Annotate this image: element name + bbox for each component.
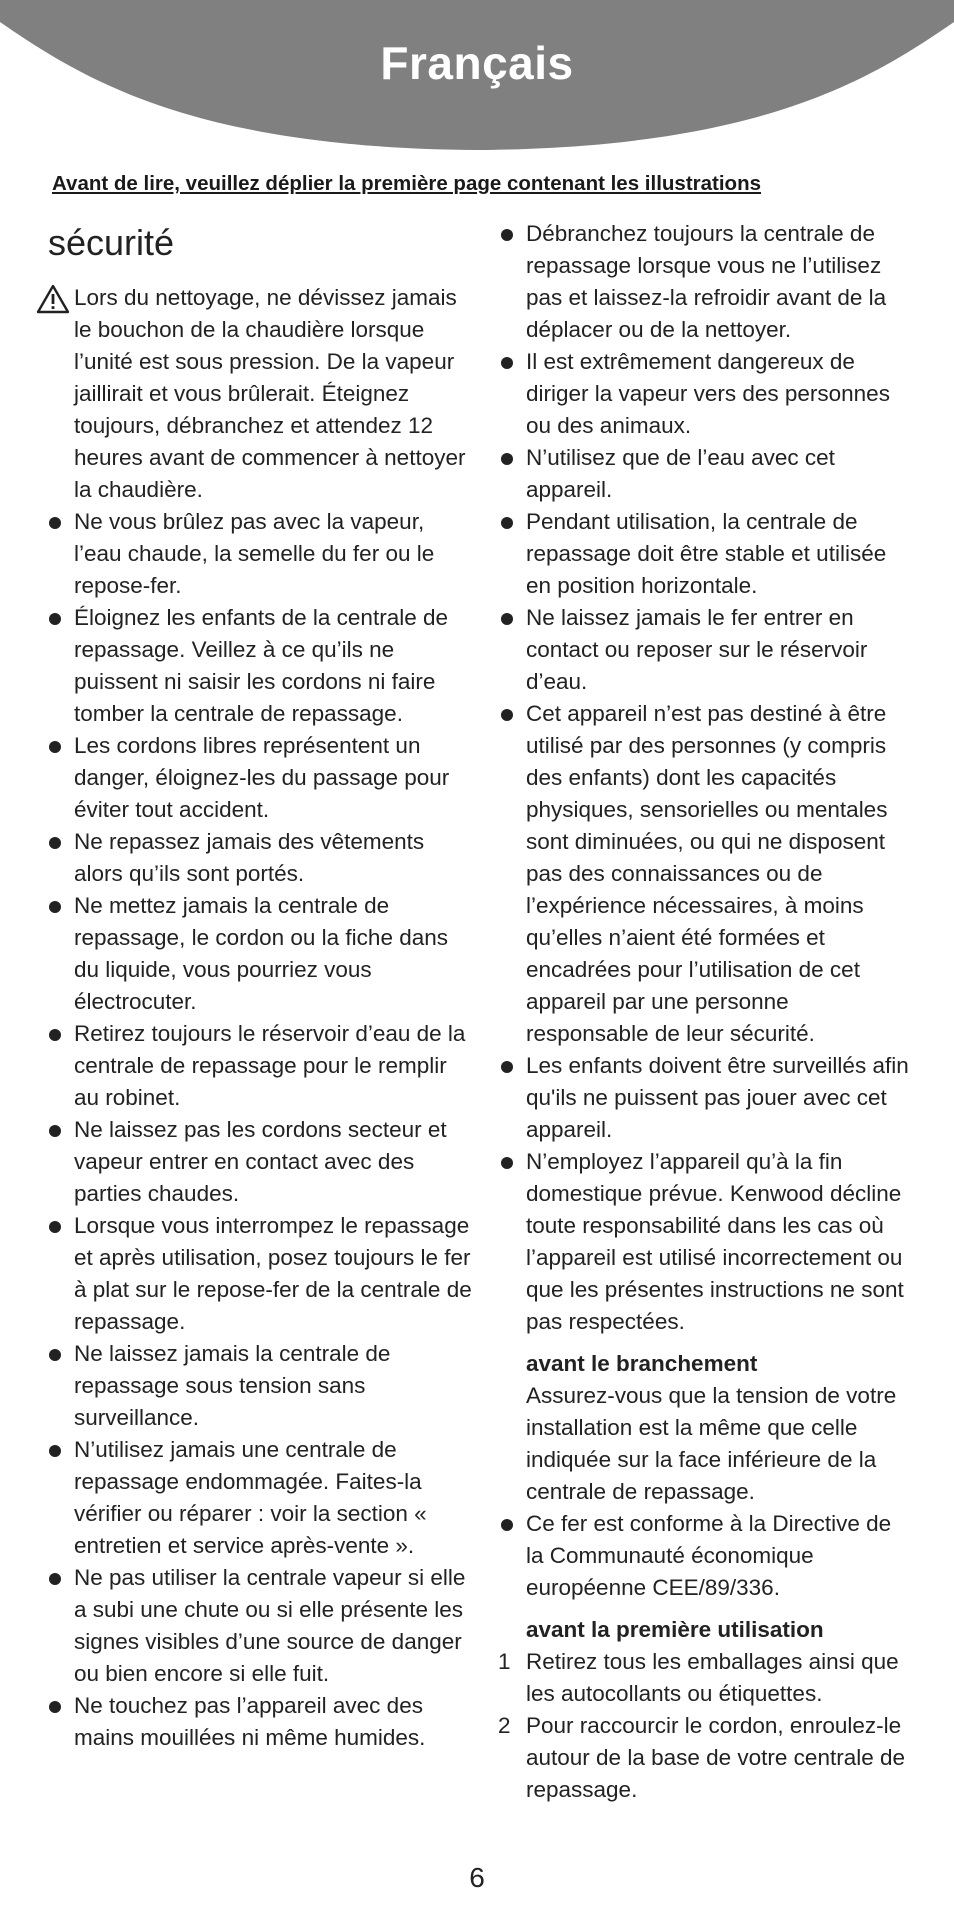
bullet-icon — [49, 837, 61, 849]
bullet-icon — [501, 357, 513, 369]
bullet-icon — [49, 1125, 61, 1137]
list-item: Ne laissez jamais la centrale de repassage sous tension sans surveillance. — [42, 1338, 472, 1434]
left-column — [42, 218, 472, 1754]
step-number: 1 — [498, 1649, 511, 1674]
list-item: N’utilisez que de l’eau avec cet appareil. — [494, 442, 914, 506]
list-item: Lorsque vous interrompez le repassage et après utilisation, posez toujours le fer à plat sur le repose-fer de la centrale de repassage. — [42, 1210, 472, 1338]
numbered-step: 2 Pour raccourcir le cordon, enroulez-le autour de la base de votre centrale de repassage. — [494, 1710, 914, 1806]
bullet-icon — [501, 613, 513, 625]
list-item: N’employez l’appareil qu’à la fin domestique prévue. Kenwood décline toute responsabilité dans les cas où l’appareil est utilisé incorrectement ou que les présentes instructions ne sont pas respectées. — [494, 1146, 914, 1338]
list-item: Ne touchez pas l’appareil avec des mains mouillées ni même humides. — [42, 1690, 472, 1754]
list-item: Les cordons libres représentent un danger, éloignez-les du passage pour éviter tout accident. — [42, 730, 472, 826]
list-item: Ne laissez pas les cordons secteur et vapeur entrer en contact avec des parties chaudes. — [42, 1114, 472, 1210]
list-item: Ne mettez jamais la centrale de repassage, le cordon ou la fiche dans du liquide, vous pourriez vous électrocuter. — [42, 890, 472, 1018]
list-item: Ne laissez jamais le fer entrer en contact ou reposer sur le réservoir d’eau. — [494, 602, 914, 698]
bullet-icon — [49, 1221, 61, 1233]
list-item: Ne pas utiliser la centrale vapeur si elle a subi une chute ou si elle présente les signes visibles d’une source de danger ou bien encore si elle fuit. — [42, 1562, 472, 1690]
list-item: Ne repassez jamais des vêtements alors qu’ils sont portés. — [42, 826, 472, 890]
section-title-securite: sécurité — [48, 222, 175, 263]
bullet-icon — [501, 1061, 513, 1073]
list-item: Éloignez les enfants de la centrale de repassage. Veillez à ce qu’ils ne puissent ni saisir les cordons ni faire tomber la centrale de repassage. — [42, 602, 472, 730]
subheading-avant-branchement: avant le branchement — [526, 1351, 758, 1376]
warning-item — [42, 282, 472, 506]
bullet-icon — [49, 1029, 61, 1041]
header-band — [0, 0, 954, 155]
bullet-icon — [49, 901, 61, 913]
bullet-icon — [501, 517, 513, 529]
list-item: Ce fer est conforme à la Directive de la Communauté économique européenne CEE/89/336. — [494, 1508, 914, 1604]
paragraph-voltage: Assurez-vous que la tension de votre installation est la même que celle indiquée sur la face inférieure de la centrale de repassage. — [526, 1383, 897, 1504]
bullet-icon — [49, 1445, 61, 1457]
bullet-icon — [501, 1157, 513, 1169]
bullet-icon — [49, 1573, 61, 1585]
list-item: Il est extrêmement dangereux de diriger la vapeur vers des personnes ou des animaux. — [494, 346, 914, 442]
bullet-icon — [501, 453, 513, 465]
bullet-icon — [501, 229, 513, 241]
bullet-icon — [501, 1519, 513, 1531]
list-item: Cet appareil n’est pas destiné à être utilisé par des personnes (y compris des enfants) dont les capacités physiques, sensorielles ou mentales sont diminuées, ou qui ne disposent pas des connaissances ou de l’expérience nécessaires, à moins qu’elles n’aient été formées et encadrées pour l’utilisation de cet appareil par une personne responsable de leur sécurité. — [494, 698, 914, 1050]
list-item: Les enfants doivent être surveillés afin qu'ils ne puissent pas jouer avec cet appareil. — [494, 1050, 914, 1146]
bullet-icon — [501, 709, 513, 721]
list-item: Ne vous brûlez pas avec la vapeur, l’eau chaude, la semelle du fer ou le repose-fer. — [42, 506, 472, 602]
bullet-icon — [49, 517, 61, 529]
warning-text: Lors du nettoyage, ne dévissez jamais le bouchon de la chaudière lorsque l’unité est sous pression. De la vapeur jaillirait et vous brûlerait. Éteignez toujours, débranchez et attendez 12 heures avant de commencer à nettoyer la chaudière. — [74, 285, 466, 502]
list-item: Débranchez toujours la centrale de repassage lorsque vous ne l’utilisez pas et laissez-la refroidir avant de la déplacer ou de la nettoyer. — [494, 218, 914, 346]
page-title: Français — [380, 37, 574, 89]
bullet-icon — [49, 613, 61, 625]
bullet-icon — [49, 1349, 61, 1361]
bullet-icon — [49, 1701, 61, 1713]
right-column — [494, 218, 914, 1806]
numbered-step: 1 Retirez tous les emballages ainsi que les autocollants ou étiquettes. — [494, 1646, 914, 1710]
warning-triangle-icon — [36, 284, 70, 314]
bullet-icon — [49, 741, 61, 753]
page-number: 6 — [469, 1862, 485, 1893]
list-item: Pendant utilisation, la centrale de repassage doit être stable et utilisée en position horizontale. — [494, 506, 914, 602]
list-item: Retirez toujours le réservoir d’eau de la centrale de repassage pour le remplir au robinet. — [42, 1018, 472, 1114]
list-item: N’utilisez jamais une centrale de repassage endommagée. Faites-la vérifier ou réparer : voir la section « entretien et service après-vente ». — [42, 1434, 472, 1562]
subheading-premiere-utilisation: avant la première utilisation — [526, 1617, 824, 1642]
step-number: 2 — [498, 1713, 511, 1738]
unfold-notice: Avant de lire, veuillez déplier la première page contenant les illustrations — [52, 172, 761, 195]
